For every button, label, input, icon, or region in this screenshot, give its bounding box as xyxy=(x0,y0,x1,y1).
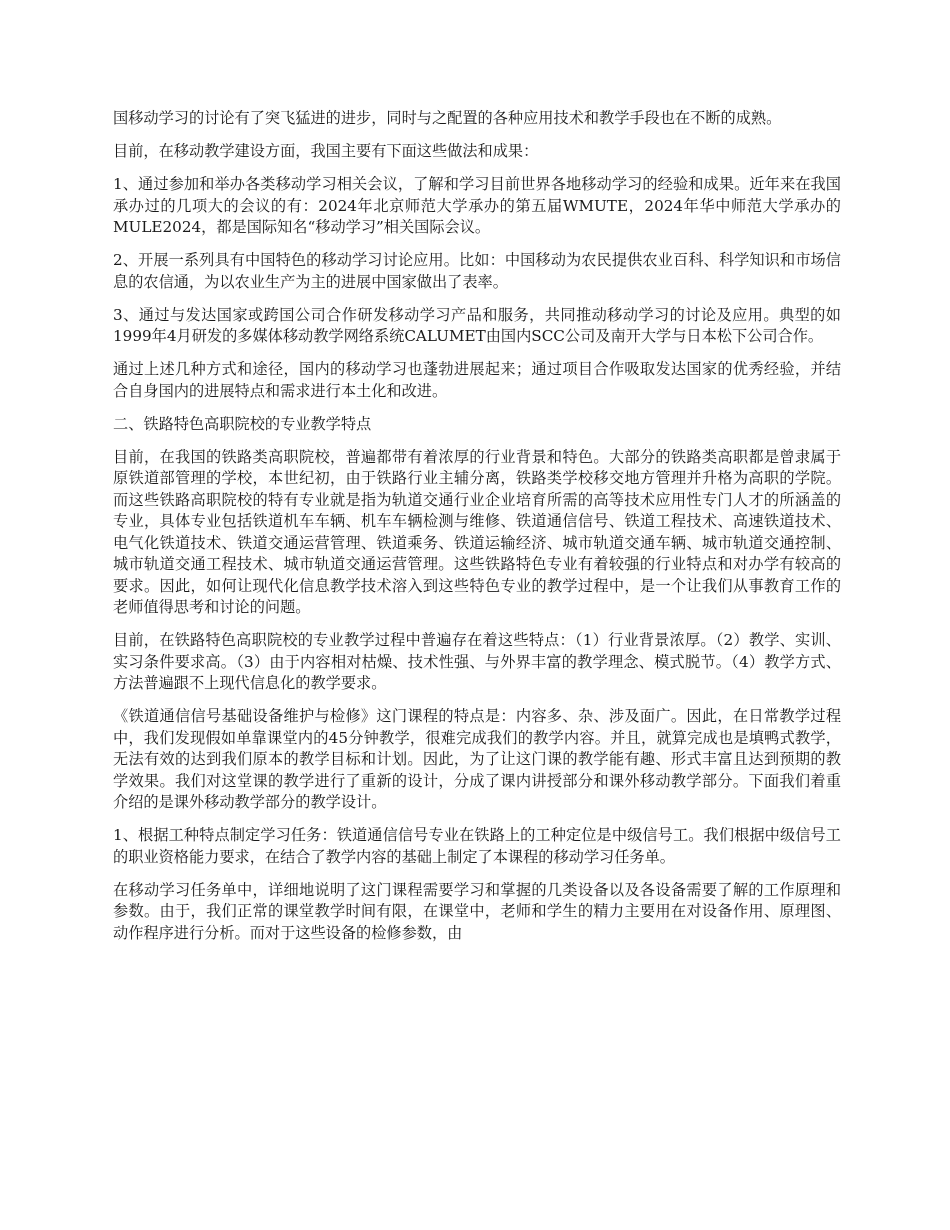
paragraph-task-list: 在移动学习任务单中，详细地说明了这门课程需要学习和掌握的几类设备以及各设备需要了解的工作原理和参数。由于，我们正常的课堂教学时间有限，在课堂中，老师和学生的精力主要用在对设备作用、原理图、动作程序进行分析。而对于这些设备的检修参数，由 xyxy=(113,880,841,942)
document-body xyxy=(113,108,841,956)
section-heading-2: 二、铁路特色高职院校的专业教学特点 xyxy=(113,414,372,433)
paragraph-item-applications: 2、开展一系列具有中国特色的移动学习讨论应用。比如：中国移动为农民提供农业百科、科学知识和市场信息的农信通，为以农业生产为主的进展中国家做出了表率。 xyxy=(113,251,841,291)
paragraph-task-design: 1、根据工种特点制定学习任务：铁道通信信号专业在铁路上的工种定位是中级信号工。我们根据中级信号工的职业资格能力要求，在结合了教学内容的基础上制定了本课程的移动学习任务单。 xyxy=(113,826,841,866)
paragraph-teaching-features: 目前，在铁路特色高职院校的专业教学过程中普遍存在着这些特点：（1）行业背景浓厚。（2）教学、实训、实习条件要求高。（3）由于内容相对枯燥、技术性强、与外界丰富的教学理念、模式脱节。（4）教学方式、方法普遍跟不上现代信息化的教学要求。 xyxy=(113,631,841,692)
paragraph-intro-continuation: 国移动学习的讨论有了突飞猛进的进步，同时与之配置的各种应用技术和教学手段也在不断的成熟。 xyxy=(113,109,782,127)
paragraph-summary: 通过上述几种方式和途径，国内的移动学习也蓬勃进展起来；通过项目合作吸取发达国家的优秀经验，并结合自身国内的进展特点和需求进行本土化和改进。 xyxy=(113,360,841,400)
paragraph-current-practices: 目前，在移动教学建设方面，我国主要有下面这些做法和成果： xyxy=(113,142,539,160)
paragraph-item-conferences: 1、通过参加和举办各类移动学习相关会议，了解和学习目前世界各地移动学习的经验和成果。近年来在我国承办过的几项大的会议的有：2024年北京师范大学承办的第五届WMUTE，2024年华中师范大学承办的MULE2024，都是国际知名“移动学习”相关国际会议。 xyxy=(113,175,841,236)
paragraph-railway-colleges: 目前，在我国的铁路类高职院校，普遍都带有着浓厚的行业背景和特色。大部分的铁路类高职都是曾隶属于原铁道部管理的学校，本世纪初，由于铁路行业主辅分离，铁路类学校移交地方管理并升格为高职的学院。而这些铁路高职院校的特有专业就是指为轨道交通行业企业培育所需的高等技术应用性专门人才的所涵盖的专业，具体专业包括铁道机车车辆、机车车辆检测与维修、铁道通信信号、铁道工程技术、高速铁道技术、电气化铁道技术、铁道交通运营管理、铁道乘务、铁道运输经济、城市轨道交通车辆、城市轨道交通控制、城市轨道交通工程技术、城市轨道交通运营管理。这些铁路特色专业有着较强的行业特点和对办学有较高的要求。因此，如何让现代化信息教学技术溶入到这些特色专业的教学过程中，是一个让我们从事教育工作的老师值得思考和讨论的问题。 xyxy=(113,447,841,616)
paragraph-item-cooperation: 3、通过与发达国家或跨国公司合作研发移动学习产品和服务，共同推动移动学习的讨论及应用。典型的如1999年4月研发的多媒体移动教学网络系统CALUMET由国内SCC公司及南开大学与日本松下公司合作。 xyxy=(113,305,841,345)
paragraph-course-features: 《铁道通信信号基础设备维护与检修》这门课程的特点是：内容多、杂、涉及面广。因此，在日常教学过程中，我们发现假如单靠课堂内的45分钟教学，很难完成我们的教学内容。并且，就算完成也是填鸭式教学，无法有效的达到我们原本的教学目标和计划。因此，为了让这门课的教学能有趣、形式丰富且达到预期的教学效果。我们对这堂课的教学进行了重新的设计，分成了课内讲授部分和课外移动教学部分。下面我们着重介绍的是课外移动教学部分的教学设计。 xyxy=(113,707,841,811)
